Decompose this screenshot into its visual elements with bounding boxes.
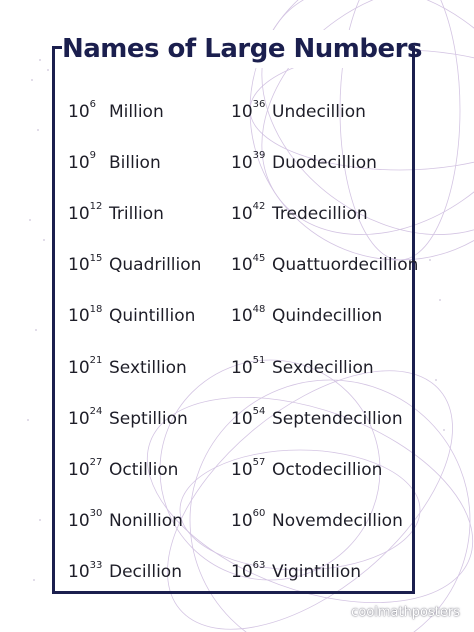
number-name-row bbox=[231, 547, 421, 598]
number-name-row bbox=[68, 547, 258, 598]
number-name-row bbox=[68, 496, 258, 547]
power-of-ten bbox=[68, 98, 109, 122]
number-name-row bbox=[68, 444, 258, 495]
exponent: 42 bbox=[252, 201, 266, 213]
number-name: Undecillion bbox=[272, 101, 366, 122]
exponent: 9 bbox=[89, 150, 97, 162]
exponent: 54 bbox=[252, 406, 266, 418]
exponent: 63 bbox=[252, 559, 266, 571]
number-name: Octodecillion bbox=[272, 459, 383, 480]
base: 10 bbox=[231, 562, 253, 583]
exponent: 39 bbox=[252, 150, 266, 162]
base: 10 bbox=[231, 152, 253, 173]
exponent: 18 bbox=[89, 303, 103, 315]
power-of-ten bbox=[231, 508, 272, 532]
number-name: Septendecillion bbox=[272, 408, 403, 429]
right-number-column bbox=[231, 86, 421, 598]
number-name: Duodecillion bbox=[272, 152, 377, 173]
number-name: Septillion bbox=[109, 408, 188, 429]
number-name-row bbox=[68, 137, 258, 188]
exponent: 12 bbox=[89, 201, 103, 213]
power-of-ten bbox=[231, 252, 272, 276]
number-name: Sexdecillion bbox=[272, 357, 374, 378]
number-name-row bbox=[231, 342, 421, 393]
number-name: Quintillion bbox=[109, 306, 196, 327]
number-name: Sextillion bbox=[109, 357, 187, 378]
base: 10 bbox=[68, 101, 90, 122]
exponent: 60 bbox=[252, 508, 266, 520]
number-name-row bbox=[231, 188, 421, 239]
number-name: Quattuordecillion bbox=[272, 255, 419, 276]
base: 10 bbox=[231, 459, 253, 480]
base: 10 bbox=[231, 408, 253, 429]
base: 10 bbox=[68, 203, 90, 224]
number-name-row bbox=[68, 188, 258, 239]
power-of-ten bbox=[231, 303, 272, 327]
power-of-ten bbox=[231, 559, 272, 583]
number-name: Nonillion bbox=[109, 511, 183, 532]
base: 10 bbox=[68, 357, 90, 378]
number-name: Billion bbox=[109, 152, 161, 173]
number-name-row bbox=[231, 240, 421, 291]
power-of-ten bbox=[231, 406, 272, 429]
number-name-row bbox=[231, 393, 421, 444]
base: 10 bbox=[68, 152, 90, 173]
exponent: 15 bbox=[89, 252, 103, 264]
base: 10 bbox=[68, 306, 90, 327]
base: 10 bbox=[231, 101, 253, 122]
power-of-ten bbox=[231, 354, 272, 378]
number-name: Quadrillion bbox=[109, 255, 202, 276]
base: 10 bbox=[68, 459, 90, 480]
power-of-ten bbox=[68, 559, 109, 583]
base: 10 bbox=[231, 306, 253, 327]
exponent: 21 bbox=[89, 354, 103, 366]
base: 10 bbox=[231, 255, 253, 276]
power-of-ten bbox=[68, 150, 109, 173]
exponent: 27 bbox=[89, 457, 103, 469]
number-name: Decillion bbox=[109, 562, 182, 583]
left-number-column bbox=[68, 86, 258, 598]
power-of-ten bbox=[231, 457, 272, 480]
page-title: Names of Large Numbers bbox=[62, 34, 422, 64]
number-name-row bbox=[231, 291, 421, 342]
base: 10 bbox=[68, 255, 90, 276]
number-name-row bbox=[231, 86, 421, 137]
number-name-row bbox=[68, 291, 258, 342]
power-of-ten bbox=[68, 354, 109, 378]
number-name-row bbox=[231, 444, 421, 495]
exponent: 45 bbox=[252, 252, 266, 264]
base: 10 bbox=[231, 511, 253, 532]
watermark: coolmathposters bbox=[351, 605, 460, 620]
exponent: 51 bbox=[252, 354, 266, 366]
number-name: Octillion bbox=[109, 459, 179, 480]
exponent: 24 bbox=[89, 406, 103, 418]
number-name: Vigintillion bbox=[272, 562, 362, 583]
exponent: 36 bbox=[252, 98, 266, 110]
exponent: 33 bbox=[89, 559, 103, 571]
power-of-ten bbox=[68, 252, 109, 276]
number-name: Million bbox=[109, 101, 164, 122]
number-name-row bbox=[68, 393, 258, 444]
base: 10 bbox=[68, 562, 90, 583]
power-of-ten bbox=[231, 98, 272, 122]
exponent: 48 bbox=[252, 303, 266, 315]
power-of-ten bbox=[231, 150, 272, 173]
number-name-row bbox=[231, 496, 421, 547]
power-of-ten bbox=[68, 303, 109, 327]
base: 10 bbox=[231, 203, 253, 224]
number-name-row bbox=[68, 240, 258, 291]
number-name-row bbox=[68, 86, 258, 137]
exponent: 6 bbox=[89, 98, 97, 110]
number-name-row bbox=[231, 137, 421, 188]
base: 10 bbox=[231, 357, 253, 378]
number-name-row bbox=[68, 342, 258, 393]
number-name: Tredecillion bbox=[272, 203, 368, 224]
power-of-ten bbox=[68, 457, 109, 480]
exponent: 57 bbox=[252, 457, 266, 469]
power-of-ten bbox=[68, 201, 109, 224]
power-of-ten bbox=[231, 201, 272, 224]
number-name: Trillion bbox=[109, 203, 164, 224]
number-name: Quindecillion bbox=[272, 306, 383, 327]
base: 10 bbox=[68, 511, 90, 532]
power-of-ten bbox=[68, 508, 109, 532]
power-of-ten bbox=[68, 406, 109, 429]
exponent: 30 bbox=[89, 508, 103, 520]
number-name: Novemdecillion bbox=[272, 511, 403, 532]
base: 10 bbox=[68, 408, 90, 429]
